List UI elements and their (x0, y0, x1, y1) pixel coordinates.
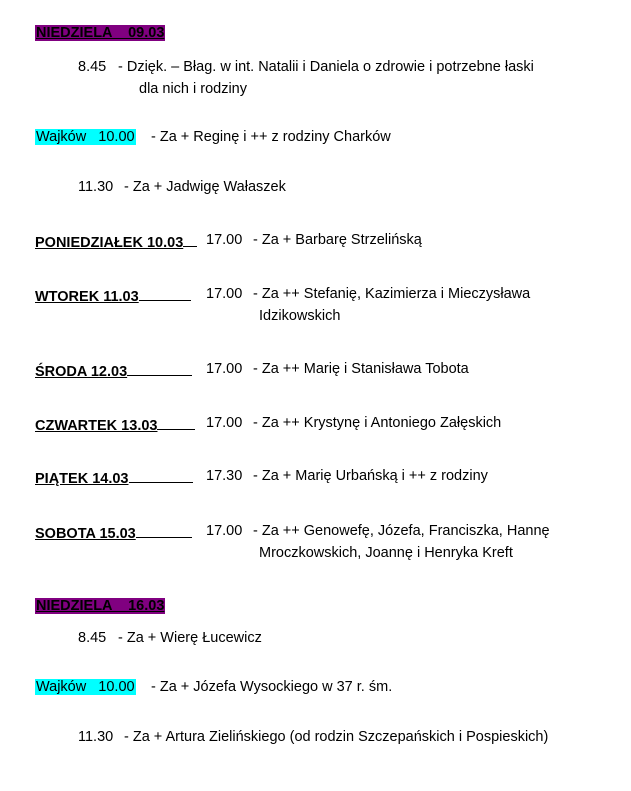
mass-time: 17.00 (206, 415, 243, 431)
mass-intention-cont: Mroczkowskich, Joannę i Henryka Kreft (259, 545, 513, 561)
mass-entry (35, 678, 136, 696)
mass-intention: - Za + Reginę i ++ z rodziny Charków (151, 129, 391, 145)
mass-intention: - Za + Barbarę Strzelińską (253, 232, 422, 248)
mass-time: 17.00 (206, 286, 243, 302)
mass-time: 17.00 (206, 523, 243, 539)
mass-time: 17.30 (206, 468, 243, 484)
wajkow-label: Wajków 10.00 (36, 129, 135, 145)
mass-intention: - Za + Artura Zielińskiego (od rodzin Szczepańskich i Pospieskich) (124, 729, 549, 745)
wajkow-label: Wajków 10.00 (36, 679, 135, 695)
mass-intention-cont: dla nich i rodziny (139, 81, 247, 97)
mass-intention: - Za + Józefa Wysockiego w 37 r. śm. (151, 679, 393, 695)
day-label: ŚRODA 12.03 (35, 360, 192, 381)
day-label: CZWARTEK 13.03 (35, 414, 195, 435)
mass-time: 11.30 (78, 729, 114, 745)
mass-intention: - Za + Wierę Łucewicz (118, 630, 262, 646)
mass-time: 17.00 (206, 361, 243, 377)
mass-intention: - Za ++ Krystynę i Antoniego Załęskich (253, 415, 502, 431)
mass-intention: - Za ++ Marię i Stanisława Tobota (253, 361, 469, 377)
day-label: WTOREK 11.03 (35, 285, 191, 306)
sunday-header-label: NIEDZIELA 16.03 (36, 598, 165, 614)
sunday-header-label: NIEDZIELA 09.03 (36, 25, 165, 41)
sunday-header-2 (35, 597, 165, 615)
mass-entry (78, 58, 106, 76)
mass-intention: - Za + Marię Urbańską i ++ z rodziny (253, 468, 488, 484)
mass-time: 8.45 (78, 59, 107, 75)
day-label: SOBOTA 15.03 (35, 522, 192, 543)
mass-entry (35, 128, 136, 146)
mass-time: 17.00 (206, 232, 243, 248)
day-label: PIĄTEK 14.03 (35, 467, 193, 488)
mass-intention: - Za + Jadwigę Wałaszek (124, 179, 286, 195)
mass-intention-cont: Idzikowskich (259, 308, 341, 324)
mass-intention: - Za ++ Stefanię, Kazimierza i Mieczysława (253, 286, 531, 302)
mass-time: 8.45 (78, 630, 107, 646)
mass-intention: - Za ++ Genowefę, Józefa, Franciszka, Hannę (253, 523, 550, 539)
mass-time: 11.30 (78, 179, 114, 195)
mass-intention: - Dzięk. – Błag. w int. Natalii i Daniela o zdrowie i potrzebne łaski (118, 59, 534, 75)
sunday-header-1 (35, 24, 165, 42)
day-label: PONIEDZIAŁEK 10.03 (35, 231, 197, 252)
